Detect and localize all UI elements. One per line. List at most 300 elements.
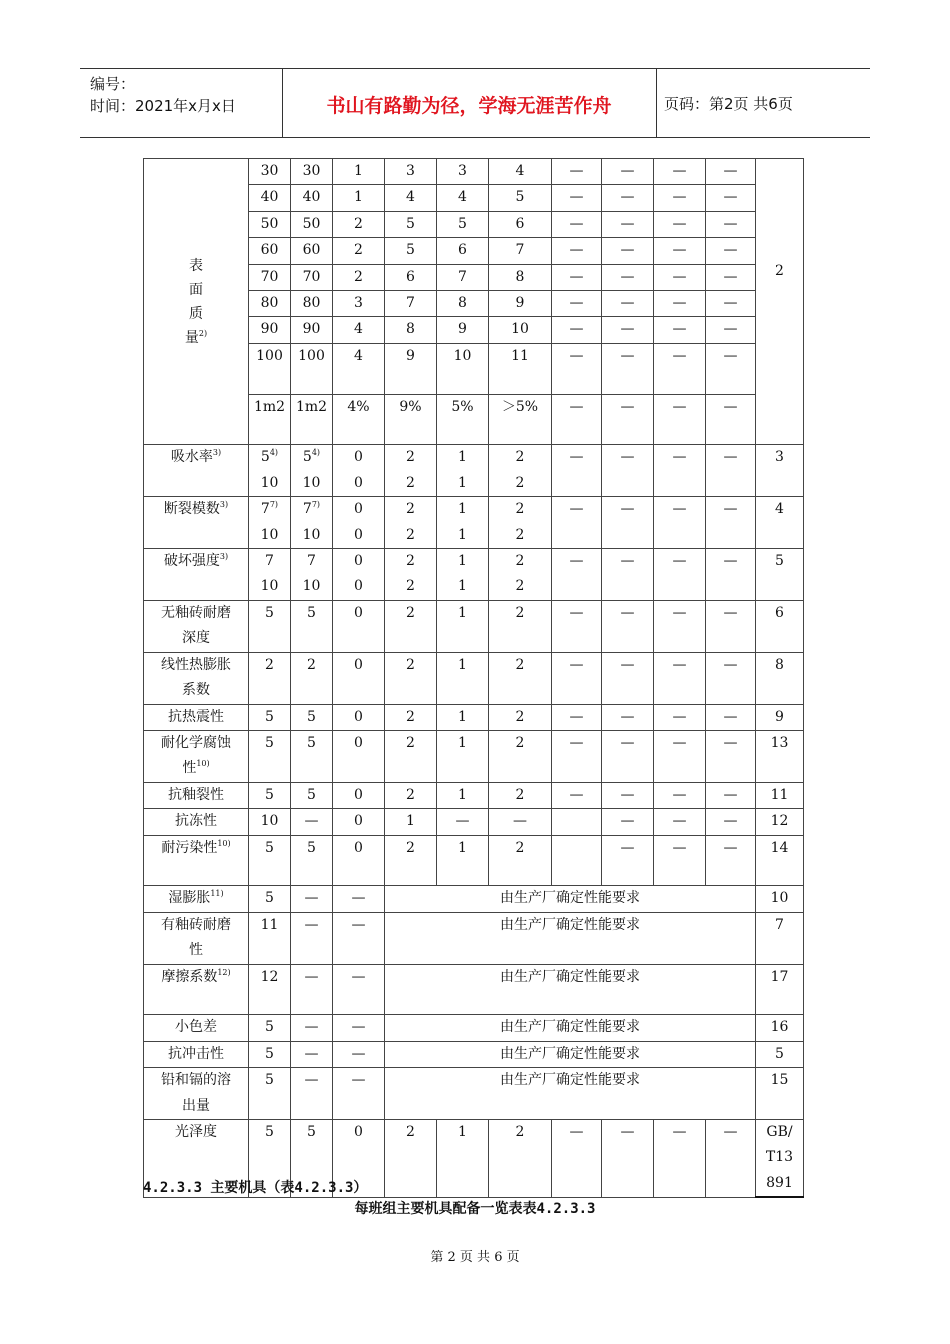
value-cell	[602, 835, 654, 886]
cell-value: —	[620, 295, 635, 312]
manufacturer-note	[385, 912, 756, 964]
value-cell	[249, 809, 291, 835]
value-cell	[552, 445, 602, 497]
value-cell	[654, 782, 706, 808]
value-cell	[249, 445, 291, 497]
cell-value: 2	[515, 501, 525, 518]
cell-value: 1	[458, 526, 467, 543]
cell-value: —	[672, 215, 687, 232]
cell-value: 6	[515, 215, 525, 232]
cell-value: 9	[515, 295, 525, 312]
row-label	[144, 704, 249, 730]
value-cell	[333, 1041, 385, 1067]
manufacturer-note	[385, 1041, 756, 1067]
value-cell	[489, 291, 552, 317]
header-divider	[656, 69, 657, 137]
value-cell	[385, 835, 437, 886]
cell-value: 2	[515, 553, 525, 570]
value-cell	[602, 730, 654, 782]
note-text: 由生产厂确定性能要求	[500, 916, 640, 933]
header-meta	[90, 73, 236, 117]
ref-cell	[756, 809, 804, 835]
value-cell	[654, 652, 706, 704]
value-cell	[489, 185, 552, 211]
table-row	[144, 159, 804, 185]
value-cell	[385, 704, 437, 730]
cell-value: 3	[458, 163, 467, 179]
footnote-marker: 3)	[212, 448, 222, 458]
value-cell	[489, 264, 552, 290]
value-cell	[706, 549, 756, 601]
note-text: 由生产厂确定性能要求	[500, 890, 640, 907]
cell-value: 0	[354, 474, 363, 491]
cell-value: —	[672, 656, 687, 673]
value-cell	[706, 704, 756, 730]
cell-value: —	[569, 501, 584, 518]
cell-value: 2	[406, 734, 415, 751]
cell-value: 5	[265, 734, 274, 751]
cell-value: 2	[515, 449, 525, 466]
cell-value: 2	[406, 449, 415, 466]
value-cell	[706, 264, 756, 290]
value-cell	[333, 964, 385, 1015]
cell-value: 8	[458, 295, 467, 312]
cell-value: 100	[256, 347, 283, 364]
value-cell	[706, 652, 756, 704]
section-heading: 4.2.3.3 主要机具（表4.2.3.3）	[143, 1180, 368, 1196]
cell-value: —	[620, 347, 635, 364]
cell-value: —	[723, 347, 738, 364]
value-cell	[552, 394, 602, 445]
value-cell	[333, 497, 385, 549]
row-label	[144, 809, 249, 835]
cell-value: —	[672, 501, 687, 518]
value-cell	[552, 185, 602, 211]
manufacturer-note	[385, 964, 756, 1015]
row-label	[144, 1041, 249, 1067]
cell-value: —	[620, 398, 635, 415]
ref-cell	[756, 886, 804, 912]
cell-value: 1	[458, 501, 467, 518]
row-label-text: 吸水率	[170, 449, 213, 466]
cell-value: 5	[458, 215, 467, 232]
value-cell	[437, 652, 489, 704]
cell-value: 2	[515, 578, 525, 595]
cell-value: 6	[458, 242, 467, 259]
ref-value: 3	[775, 449, 784, 466]
cell-value: —	[672, 268, 687, 285]
cell-value: —	[569, 347, 584, 364]
value-cell	[437, 238, 489, 264]
cell-value: 60	[302, 242, 321, 259]
cell-value: —	[672, 708, 687, 725]
row-label	[144, 652, 249, 704]
row-label	[144, 886, 249, 912]
value-cell	[385, 730, 437, 782]
table-row	[144, 704, 804, 730]
manufacturer-note	[385, 1068, 756, 1120]
value-cell	[437, 211, 489, 237]
cell-value: —	[723, 295, 738, 312]
cell-value: 2	[406, 656, 415, 673]
value-cell	[489, 394, 552, 445]
value-cell	[552, 238, 602, 264]
ref-cell	[756, 1015, 804, 1041]
cell-value: —	[723, 189, 738, 206]
value-cell	[654, 730, 706, 782]
value-cell	[291, 1068, 333, 1120]
cell-value: 1	[458, 1123, 467, 1140]
value-cell	[489, 549, 552, 601]
value-cell	[385, 549, 437, 601]
note-text: 由生产厂确定性能要求	[500, 1072, 640, 1089]
value-cell	[654, 1119, 706, 1197]
value-cell	[552, 704, 602, 730]
value-cell	[602, 394, 654, 445]
value-cell	[385, 1119, 437, 1197]
cell-value: —	[723, 734, 738, 751]
spec-table	[143, 158, 804, 1198]
cell-value: 10	[260, 526, 279, 543]
cell-value: 80	[302, 295, 321, 312]
cell-value: 7	[515, 242, 525, 259]
cell-value: 40	[260, 189, 279, 206]
ref-value: 14	[770, 839, 789, 856]
value-cell	[489, 343, 552, 394]
row-label	[144, 445, 249, 497]
ref-cell	[756, 1119, 804, 1197]
table-row	[144, 445, 804, 497]
cell-value: 2	[406, 578, 415, 595]
cell-value: 0	[354, 526, 363, 543]
value-cell	[654, 809, 706, 835]
cell-value: 5	[307, 604, 316, 621]
cell-value: 2	[515, 786, 525, 803]
value-cell	[249, 394, 291, 445]
cell-value: —	[569, 398, 584, 415]
row-label-text: 摩擦系数	[161, 968, 218, 985]
value-cell	[291, 730, 333, 782]
value-cell	[654, 445, 706, 497]
value-cell	[249, 497, 291, 549]
cell-value: 8	[515, 268, 525, 285]
value-cell	[489, 782, 552, 808]
value-cell	[333, 549, 385, 601]
footnote-marker: 2)	[198, 328, 208, 338]
cell-value: 70	[260, 268, 279, 285]
value-cell	[291, 600, 333, 652]
cell-value: —	[672, 398, 687, 415]
row-label-text: 湿膨胀	[168, 890, 211, 907]
footnote-marker: 7)	[311, 500, 321, 510]
value-cell	[333, 704, 385, 730]
cell-value: 2	[515, 839, 525, 856]
cell-value: —	[455, 813, 470, 830]
cell-value: 1	[458, 734, 467, 751]
footnote-marker: 7)	[269, 500, 279, 510]
header-page-number: 页码：第2页 共6页	[664, 95, 793, 113]
row-label-text: 光泽度	[175, 1123, 217, 1140]
value-cell	[706, 211, 756, 237]
table-row	[144, 835, 804, 886]
value-cell	[291, 809, 333, 835]
row-label-text: 抗釉裂性	[168, 786, 224, 803]
cell-value: 9%	[399, 398, 422, 415]
cell-value: 1	[458, 604, 467, 621]
cell-value: 2	[515, 1123, 525, 1140]
value-cell	[437, 343, 489, 394]
label-char: 质	[189, 305, 203, 322]
cell-value: 5	[265, 786, 274, 803]
value-cell	[333, 343, 385, 394]
value-cell	[291, 185, 333, 211]
cell-value: —	[723, 398, 738, 415]
cell-value: 2	[354, 268, 363, 285]
cell-value: —	[672, 604, 687, 621]
cell-value: —	[672, 839, 687, 856]
value-cell	[333, 1068, 385, 1120]
cell-value: —	[620, 189, 635, 206]
cell-value: 2	[406, 1123, 415, 1140]
cell-value: —	[723, 604, 738, 621]
value-cell	[249, 549, 291, 601]
value-cell	[333, 291, 385, 317]
cell-value: 4	[354, 347, 363, 364]
value-cell	[249, 1068, 291, 1120]
value-cell	[706, 159, 756, 185]
cell-value: 2	[515, 526, 525, 543]
value-cell	[706, 730, 756, 782]
value-cell	[249, 600, 291, 652]
cell-value: 2	[515, 656, 525, 673]
value-cell	[333, 730, 385, 782]
cell-value: —	[672, 813, 687, 830]
row-label	[144, 782, 249, 808]
value-cell	[333, 1015, 385, 1041]
cell-value: —	[351, 1072, 366, 1089]
row-label	[144, 1015, 249, 1041]
cell-value: 1	[354, 163, 363, 179]
cell-value: 5	[406, 215, 415, 232]
ref-cell	[756, 730, 804, 782]
header-motto: 书山有路勤为径，学海无涯苦作舟	[326, 95, 612, 117]
cell-value: 1	[458, 449, 467, 466]
label-char: 量	[184, 329, 199, 346]
cell-value: 0	[354, 813, 363, 830]
row-label-text: 抗冻性	[175, 813, 217, 830]
value-cell	[654, 497, 706, 549]
cell-value: 7	[265, 553, 274, 570]
value-cell	[552, 264, 602, 290]
value-cell	[654, 291, 706, 317]
row-label	[144, 835, 249, 886]
value-cell	[437, 704, 489, 730]
cell-value: 7	[307, 553, 316, 570]
value-cell	[385, 394, 437, 445]
cell-value: 0	[354, 839, 363, 856]
cell-value: 1	[458, 474, 467, 491]
value-cell	[706, 1119, 756, 1197]
ref-cell	[756, 159, 804, 445]
value-cell	[249, 782, 291, 808]
cell-value: 5	[265, 604, 274, 621]
cell-value: 1	[458, 708, 467, 725]
table-row	[144, 1041, 804, 1067]
label-char: 表	[189, 257, 203, 274]
value-cell	[552, 809, 602, 835]
value-cell	[706, 317, 756, 343]
cell-value: —	[304, 916, 319, 933]
cell-value: 4	[406, 189, 415, 206]
value-cell	[489, 652, 552, 704]
ref-cell	[756, 1068, 804, 1120]
cell-value: —	[569, 786, 584, 803]
cell-value: 5	[307, 786, 316, 803]
value-cell	[654, 211, 706, 237]
value-cell	[291, 549, 333, 601]
value-cell	[291, 964, 333, 1015]
cell-value: 1	[458, 656, 467, 673]
value-cell	[385, 264, 437, 290]
value-cell	[333, 445, 385, 497]
cell-value: 1	[458, 839, 467, 856]
cell-value: 1	[458, 553, 467, 570]
value-cell	[385, 211, 437, 237]
row-label-text: 耐化学腐蚀性	[161, 734, 231, 777]
cell-value: —	[672, 449, 687, 466]
value-cell	[291, 343, 333, 394]
value-cell	[333, 652, 385, 704]
value-cell	[489, 704, 552, 730]
cell-value: —	[723, 786, 738, 803]
value-cell	[489, 1119, 552, 1197]
value-cell	[602, 211, 654, 237]
value-cell	[333, 782, 385, 808]
cell-value: —	[569, 656, 584, 673]
value-cell	[654, 159, 706, 185]
cell-value: 5	[265, 1072, 274, 1089]
value-cell	[385, 497, 437, 549]
value-cell	[654, 343, 706, 394]
cell-value: 4	[458, 189, 467, 206]
value-cell	[552, 1119, 602, 1197]
cell-value: 2	[406, 501, 415, 518]
cell-value: 2	[406, 474, 415, 491]
cell-value: 80	[260, 295, 279, 312]
cell-value: 7	[406, 295, 415, 312]
cell-value: 0	[354, 786, 363, 803]
cell-value: —	[569, 321, 584, 338]
value-cell	[602, 1119, 654, 1197]
cell-value: 0	[354, 604, 363, 621]
value-cell	[333, 185, 385, 211]
ref-value: 9	[775, 708, 784, 725]
cell-value: —	[620, 268, 635, 285]
footnote-marker: 11)	[210, 889, 224, 899]
cell-value: 2	[406, 553, 415, 570]
cell-value: 40	[302, 189, 321, 206]
value-cell	[385, 343, 437, 394]
ref-cell	[756, 835, 804, 886]
ref-value: 13	[770, 734, 789, 751]
cell-value: —	[569, 268, 584, 285]
value-cell	[706, 835, 756, 886]
value-cell	[602, 185, 654, 211]
cell-value: 2	[515, 474, 525, 491]
cell-value: 0	[354, 1123, 363, 1140]
value-cell	[602, 264, 654, 290]
row-label	[144, 1068, 249, 1120]
row-label-text: 断裂模数	[163, 501, 220, 518]
table-row	[144, 1068, 804, 1120]
value-cell	[291, 211, 333, 237]
value-cell	[654, 317, 706, 343]
value-cell	[291, 291, 333, 317]
value-cell	[385, 185, 437, 211]
ref-value: 12	[770, 813, 789, 830]
value-cell	[385, 809, 437, 835]
value-cell	[552, 343, 602, 394]
cell-value: —	[620, 321, 635, 338]
value-cell	[437, 185, 489, 211]
cell-value: 10	[260, 578, 279, 595]
cell-value: 10	[302, 526, 321, 543]
cell-value: —	[672, 1123, 687, 1140]
cell-value: 2	[406, 526, 415, 543]
value-cell	[552, 835, 602, 886]
cell-value: 10	[511, 321, 529, 338]
cell-value: 12	[260, 968, 279, 985]
cell-value: —	[723, 656, 738, 673]
cell-value: —	[723, 163, 738, 179]
cell-value: 2	[265, 656, 274, 673]
value-cell	[602, 704, 654, 730]
ref-value: 15	[770, 1072, 789, 1089]
serial-label: 编号：	[90, 75, 136, 93]
cell-value: 30	[260, 163, 279, 179]
value-cell	[706, 600, 756, 652]
cell-value: 2	[406, 786, 415, 803]
value-cell	[706, 497, 756, 549]
cell-value: —	[569, 189, 584, 206]
value-cell	[333, 211, 385, 237]
cell-value: 50	[302, 215, 321, 232]
cell-value: —	[620, 839, 635, 856]
cell-value: 1	[354, 189, 363, 206]
cell-value: 5	[515, 189, 525, 206]
cell-value: —	[569, 242, 584, 259]
cell-value: —	[351, 1019, 366, 1036]
ref-value: GB/T13891	[765, 1123, 794, 1191]
row-label-text: 小色差	[175, 1019, 217, 1036]
value-cell	[249, 886, 291, 912]
value-cell	[385, 159, 437, 185]
cell-value: —	[569, 449, 584, 466]
value-cell	[249, 238, 291, 264]
footnote-marker: 10)	[217, 838, 231, 848]
row-label-text: 抗冲击性	[168, 1045, 224, 1062]
cell-value: —	[723, 553, 738, 570]
cell-value: ＞5%	[501, 398, 539, 415]
cell-value: 4	[515, 163, 525, 179]
ref-value: 11	[770, 786, 789, 803]
row-label	[144, 964, 249, 1015]
cell-value: 30	[302, 163, 321, 179]
cell-value: —	[304, 1045, 319, 1062]
value-cell	[489, 730, 552, 782]
cell-value: —	[620, 163, 635, 179]
cell-value: 5	[265, 1045, 274, 1062]
